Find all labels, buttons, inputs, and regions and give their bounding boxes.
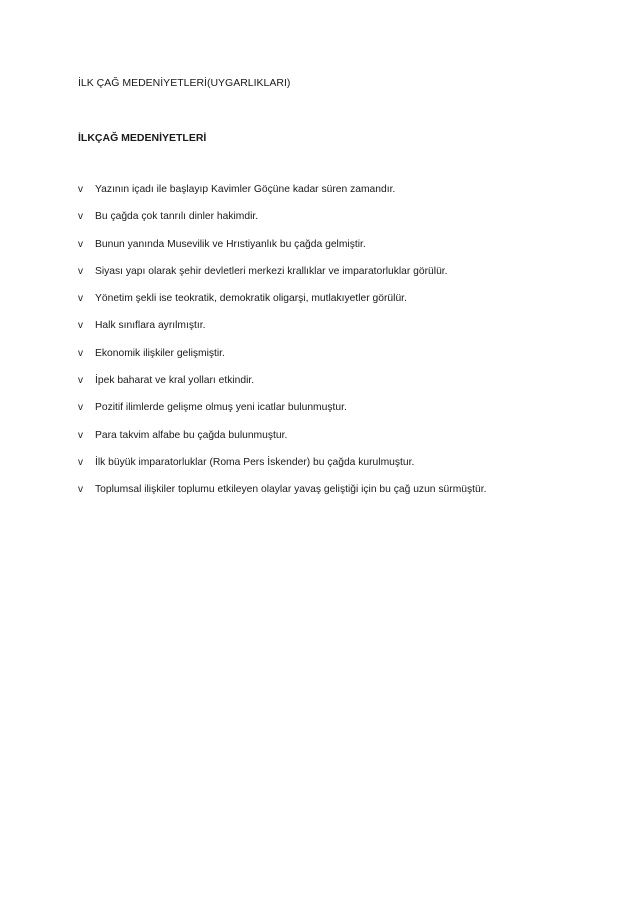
list-item-text: Para takvim alfabe bu çağda bulunmuştur. — [95, 429, 288, 441]
bullet-marker: v — [78, 184, 83, 195]
list-item-text: Bu çağda çok tanrılı dinler hakimdir. — [95, 211, 259, 223]
list-item — [78, 484, 486, 511]
list-item — [78, 402, 486, 429]
list-item-text: Yazının içadı ile başlayıp Kavimler Göçüne kadar süren zamandır. — [95, 184, 396, 195]
bullet-marker: v — [78, 429, 83, 441]
list-item — [78, 457, 486, 484]
bullet-marker: v — [78, 293, 83, 305]
bullet-marker: v — [78, 320, 83, 332]
list-item-text: İlk büyük imparatorluklar (Roma Pers İskender) bu çağda kurulmuştur. — [95, 456, 415, 468]
list-item — [78, 375, 486, 402]
section-heading: İLKÇAĞ MEDENİYETLERİ — [78, 132, 207, 144]
list-item — [78, 239, 486, 266]
bullet-marker: v — [78, 347, 83, 359]
list-item-text: İpek baharat ve kral yolları etkindir. — [95, 375, 255, 387]
bullet-marker: v — [78, 402, 83, 414]
document-title: İLK ÇAĞ MEDENİYETLERİ(UYGARLIKLARI) — [78, 77, 291, 89]
list-item-text: Ekonomik ilişkiler gelişmiştir. — [95, 347, 225, 359]
list-item — [78, 430, 486, 457]
list-item-text: Halk sınıflara ayrılmıştır. — [95, 320, 206, 332]
list-item — [78, 211, 486, 238]
list-item — [78, 348, 486, 375]
list-item-text: Pozitif ilimlerde gelişme olmuş yeni icatlar bulunmuştur. — [95, 402, 347, 414]
list-item — [78, 266, 486, 293]
list-item-text: Yönetim şekli ise teokratik, demokratik oligarşi, mutlakıyetler görülür. — [95, 293, 407, 305]
list-item — [78, 184, 486, 211]
bullet-marker: v — [78, 456, 83, 468]
list-item — [78, 320, 486, 347]
list-item-text: Bunun yanında Musevilik ve Hrıstiyanlık bu çağda gelmiştir. — [95, 238, 366, 250]
bullet-marker: v — [78, 211, 83, 223]
list-item — [78, 293, 486, 320]
list-item-text: Toplumsal ilişkiler toplumu etkileyen olaylar yavaş geliştiği için bu çağ uzun sürmüştür. — [95, 484, 487, 496]
bullet-list — [78, 184, 486, 512]
bullet-marker: v — [78, 265, 83, 277]
bullet-marker: v — [78, 484, 83, 496]
list-item-text: Siyası yapı olarak şehir devletleri merkezi krallıklar ve imparatorluklar görülür. — [95, 265, 448, 277]
bullet-marker: v — [78, 238, 83, 250]
bullet-marker: v — [78, 375, 83, 387]
